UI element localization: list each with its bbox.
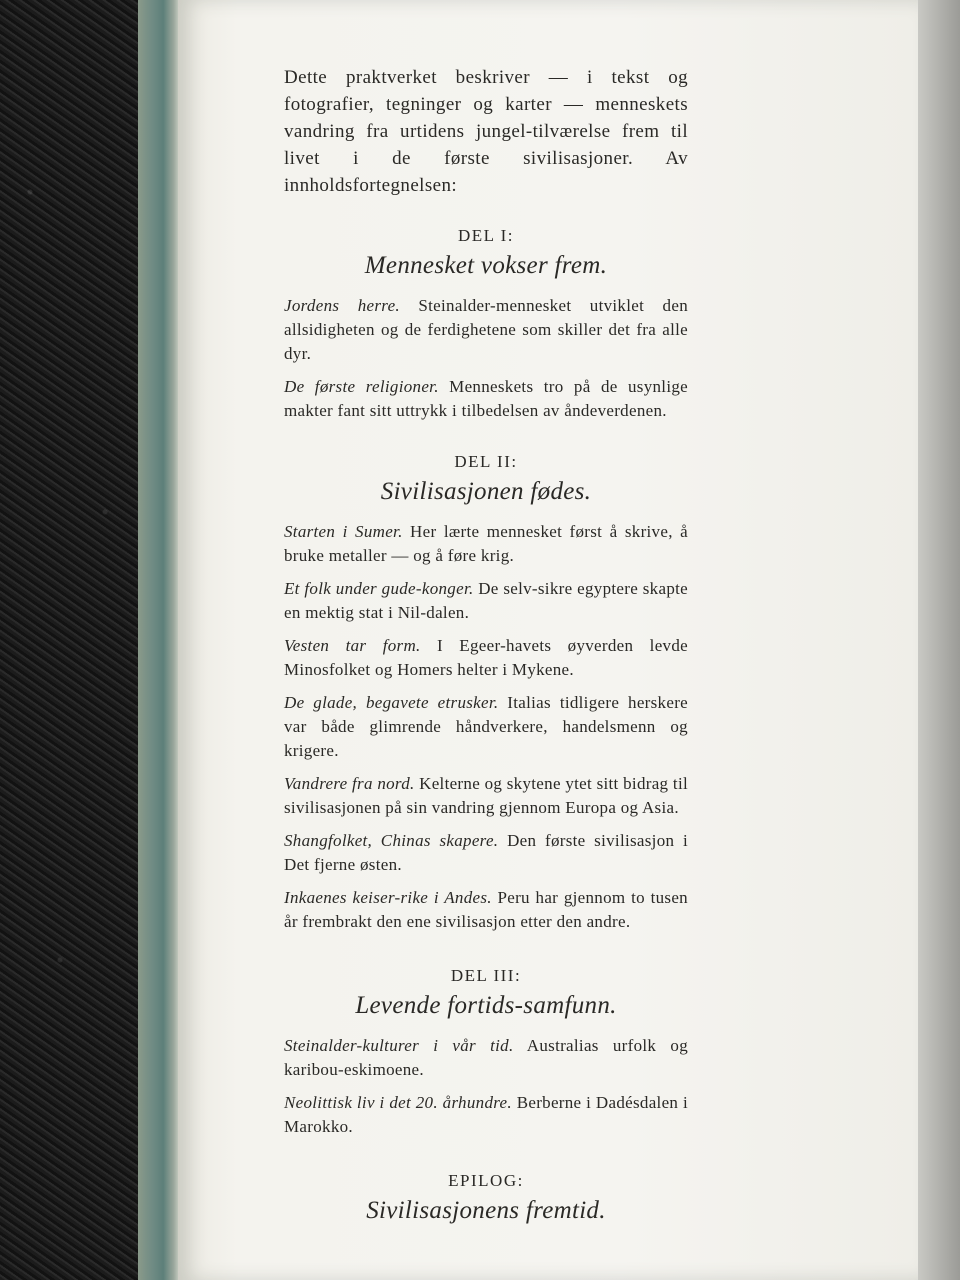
part-title: Mennesket vokser frem. bbox=[364, 252, 608, 279]
entry-description: Kelterne og skytene ytet sitt bidrag til sivilisasjonen på sin vandring gjennom Europa og Asia. bbox=[284, 774, 688, 817]
entry-description: Italias tidligere herskere var både glimrende håndverkere, handelsmenn og krigere. bbox=[284, 693, 689, 760]
part-2 bbox=[284, 451, 688, 934]
entry-description: I Egeer-havets øyverden levde Minosfolket og Homers helter i Mykene. bbox=[284, 636, 688, 679]
part-label: DEL II: bbox=[454, 452, 518, 471]
entry-description: Menneskets tro på de usynlige makter fant sitt uttrykk i tilbedelsen av åndeverdenen. bbox=[284, 377, 689, 420]
entry-title: Starten i Sumer. bbox=[284, 522, 403, 541]
part-3 bbox=[284, 965, 688, 1139]
toc-entry bbox=[284, 294, 688, 366]
entry-title: Jordens herre. bbox=[284, 296, 400, 315]
entry-description: Den første sivilisasjon i Det fjerne østen. bbox=[284, 831, 689, 874]
part-label: DEL I: bbox=[457, 226, 515, 245]
toc-entry bbox=[284, 634, 688, 682]
book-cover-background bbox=[0, 0, 150, 1280]
toc-entry bbox=[284, 1034, 688, 1082]
part-title: Sivilisasjonen fødes. bbox=[380, 478, 592, 505]
epilog bbox=[284, 1170, 688, 1227]
toc-entry bbox=[284, 1091, 688, 1139]
toc-entry bbox=[284, 829, 688, 877]
entry-description: De selv-sikre egyptere skapte en mektig stat i Nil-dalen. bbox=[284, 579, 688, 622]
toc-entry bbox=[284, 375, 688, 423]
entry-title: De første religioner. bbox=[284, 377, 439, 396]
epilog-label: EPILOG: bbox=[448, 1171, 524, 1190]
entry-title: Shangfolket, Chinas skapere. bbox=[284, 831, 499, 850]
entry-title: De glade, begavete etrusker. bbox=[284, 693, 499, 712]
entry-title: Vandrere fra nord. bbox=[284, 774, 415, 793]
toc-entry bbox=[284, 691, 688, 763]
toc-entry bbox=[284, 772, 688, 820]
entry-description: Peru har gjennom to tusen år frembrakt den ene sivilisasjon etter den andre. bbox=[284, 888, 688, 931]
part-title: Levende fortids-samfunn. bbox=[355, 992, 617, 1019]
page-content bbox=[284, 64, 688, 1239]
entry-title: Inkaenes keiser-rike i Andes. bbox=[284, 888, 492, 907]
right-shadow bbox=[918, 0, 960, 1280]
entry-title: Et folk under gude-konger. bbox=[284, 579, 474, 598]
entry-description: Berberne i Dadésdalen i Marokko. bbox=[284, 1093, 688, 1136]
epilog-title: Sivilisasjonens fremtid. bbox=[366, 1197, 606, 1224]
part-1 bbox=[284, 225, 688, 423]
toc-entry bbox=[284, 577, 688, 625]
intro-paragraph: Dette praktverket beskriver — i tekst og fotografier, tegninger og karter — menneskets vandring fra urtidens jungel-tilværelse frem til livet i de første sivilisasjoner. Av innholdsfortegnelsen: bbox=[284, 67, 688, 196]
entry-description: Her lærte mennesket først å skrive, å bruke metaller — og å føre krig. bbox=[284, 522, 689, 565]
entry-title: Neolittisk liv i det 20. århundre. bbox=[284, 1093, 512, 1112]
entry-description: Steinalder-mennesket utviklet den allsidigheten og de ferdighetene som skiller det fra alle dyr. bbox=[284, 296, 688, 363]
entry-description: Australias urfolk og karibou-eskimoene. bbox=[284, 1036, 689, 1079]
toc-entry bbox=[284, 886, 688, 934]
part-label: DEL III: bbox=[450, 966, 522, 985]
paper-page bbox=[178, 0, 918, 1280]
entry-title: Steinalder-kulturer i vår tid. bbox=[284, 1036, 514, 1055]
entry-title: Vesten tar form. bbox=[284, 636, 421, 655]
toc-entry bbox=[284, 520, 688, 568]
book-spine bbox=[138, 0, 180, 1280]
